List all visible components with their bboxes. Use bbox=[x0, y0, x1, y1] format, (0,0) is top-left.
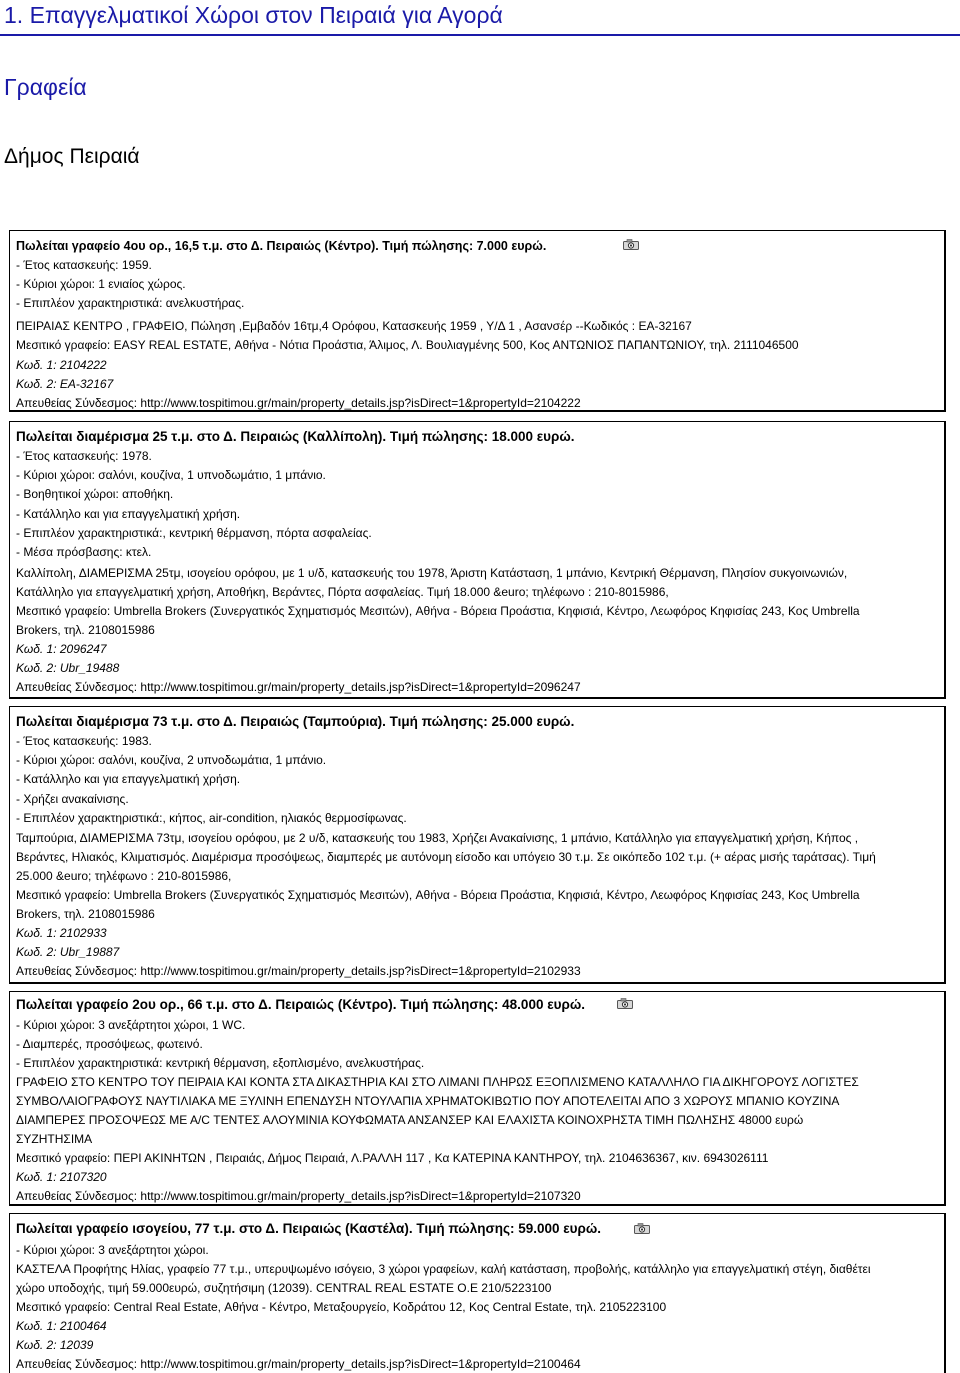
section-subheading: Γραφεία bbox=[4, 74, 87, 100]
listing-line: - Επιπλέον χαρακτηριστικά: ανελκυστήρας. bbox=[16, 296, 245, 310]
listing-direct-link[interactable]: Απευθείας Σύνδεσμος: http://www.tospitimou.gr/main/property_details.jsp?isDirect=1&propertyId=2107320 bbox=[16, 1189, 581, 1203]
listing-code-2: Κωδ. 2: Ubr_19488 bbox=[16, 661, 120, 675]
listing-line: - Έτος κατασκευής: 1978. bbox=[16, 449, 152, 463]
listing-line: - Κύριοι χώροι: 3 ανεξάρτητοι χώροι. bbox=[16, 1243, 209, 1257]
listing-title[interactable]: Πωλείται διαμέρισμα 73 τ.μ. στο Δ. Πειραιώς (Ταμπούρια). Τιμή πώλησης: 25.000 ευρώ. bbox=[16, 714, 575, 729]
listing-line: ΚΑΣΤΕΛΑ Προφήτης Ηλίας, γραφείο 77 τ.μ., υπερυψωμένο ισόγειο, 3 χώροι γραφείων, καλή κατάσταση, προβολής, κατάλληλο για επαγγελματική στέγη, διαθέτει bbox=[16, 1262, 871, 1276]
listing-line: - Χρήζει ανακαίνισης. bbox=[16, 792, 129, 806]
listing-line: ΠΕΙΡΑΙΑΣ ΚΕΝΤΡΟ , ΓΡΑΦΕΙΟ, Πώληση ,Εμβαδόν 16τμ,4 Ορόφου, Κατασκευής 1959 , Υ/Δ 1 , Ασανσέρ --Κωδικός : ΕΑ-32167 bbox=[16, 319, 692, 333]
camera-icon[interactable] bbox=[623, 239, 639, 250]
listing-direct-link[interactable]: Απευθείας Σύνδεσμος: http://www.tospitimou.gr/main/property_details.jsp?isDirect=1&propertyId=2104222 bbox=[16, 396, 581, 410]
listing-code-2: Κωδ. 2: ΕΑ-32167 bbox=[16, 377, 114, 391]
listing-title[interactable]: Πωλείται γραφείο 2ου ορ., 66 τ.μ. στο Δ. Πειραιώς (Κέντρο). Τιμή πώλησης: 48.000 ευρώ. bbox=[16, 997, 585, 1012]
listing-line: Ταμπούρια, ΔΙΑΜΕΡΙΣΜΑ 73τμ, ισογείου ορόφου, με 2 υ/δ, κατασκευής του 1983, Χρήζει Ανακαίνισης, 1 μπάνιο, Κατάλληλο για επαγγελματική χρήση, Κήπος , bbox=[16, 831, 859, 845]
listing-line: Brokers, τηλ. 2108015986 bbox=[16, 623, 155, 637]
listing-entry bbox=[9, 991, 946, 1206]
listing-line: - Επιπλέον χαρακτηριστικά: κεντρική θέρμανση, εξοπλισμένο, ανελκυστήρας. bbox=[16, 1056, 425, 1070]
heading-rule bbox=[0, 34, 960, 36]
listing-code-1: Κωδ. 1: 2107320 bbox=[16, 1170, 107, 1184]
listing-line: Κατάλληλο για επαγγελματική χρήση, Αποθήκη, Βεράντες, Πόρτα ασφαλείας. Τιμή 18.000 &euro; τηλέφωνο : 210-8015986, bbox=[16, 585, 669, 599]
listing-title[interactable]: Πωλείται γραφείο ισογείου, 77 τ.μ. στο Δ. Πειραιώς (Καστέλα). Τιμή πώλησης: 59.000 ευρώ. bbox=[16, 1221, 602, 1236]
listing-line: - Βοηθητικοί χώροι: αποθήκη. bbox=[16, 487, 174, 501]
listing-line: Μεσιτικό γραφείο: Umbrella Brokers (Συνεργατικός Σχηματισμός Μεσιτών), Αθήνα - Βόρεια Προάστια, Κηφισιά, Κέντρο, Λεωφόρος Κηφισίας 243, Κος Umbrella bbox=[16, 888, 860, 902]
listing-title[interactable]: Πωλείται γραφείο 4ου ορ., 16,5 τ.μ. στο Δ. Πειραιώς (Κέντρο). Τιμή πώλησης: 7.000 ευρώ. bbox=[16, 239, 547, 253]
listing-entry bbox=[9, 1213, 946, 1373]
listing-line: ΓΡΑΦΕΙΟ ΣΤΟ ΚΕΝΤΡΟ ΤΟΥ ΠΕΙΡΑΙΑ ΚΑΙ ΚΟΝΤΑ ΣΤΑ ΔΙΚΑΣΤΗΡΙΑ ΚΑΙ ΣΤΟ ΛΙΜΑΝΙ ΠΛΗΡΩΣ ΕΞΟΠΛΙΣΜΕΝΟ ΚΑΤΑΛΛΗΛΟ ΓΙΑ ΔΙΚΗΓΟΡΟΥΣ ΛΟΓΙΣΤΕΣ bbox=[16, 1075, 859, 1089]
listing-code-1: Κωδ. 1: 2100464 bbox=[16, 1319, 107, 1333]
listing-line: 25.000 &euro; τηλέφωνο : 210-8015986, bbox=[16, 869, 232, 883]
listing-code-2: Κωδ. 2: 12039 bbox=[16, 1338, 94, 1352]
listing-title[interactable]: Πωλείται διαμέρισμα 25 τ.μ. στο Δ. Πειραιώς (Καλλίπολη). Τιμή πώλησης: 18.000 ευρώ. bbox=[16, 429, 575, 444]
listing-line: χώρο υποδοχής, τιμή 59.000ευρώ, συζητήσιμη (12039). CENTRAL REAL ESTATE O.E 210/5223100 bbox=[16, 1281, 552, 1295]
area-heading: Δήμος Πειραιά bbox=[4, 145, 140, 168]
listing-line: - Έτος κατασκευής: 1959. bbox=[16, 258, 152, 272]
listing-line: Μεσιτικό γραφείο: Central Real Estate, Αθήνα - Κέντρο, Μεταξουργείο, Κοδράτου 12, Κος Central Estate, τηλ. 2105223100 bbox=[16, 1300, 667, 1314]
listing-line: ΣΥΜΒΟΛΑΙΟΓΡΑΦΟΥΣ ΝΑΥΤΙΛΙΑΚΑ ΜΕ ΞΥΛΙΝΗ ΕΠΕΝΔΥΣΗ ΝΤΟΥΛΑΠΙΑ ΧΡΗΜΑΤΟΚΙΒΩΤΙΟ ΠΟΥ ΑΠΟΤΕΛΕΙΤΑΙ ΑΠΟ 3 ΧΩΡΟΥΣ ΜΠΑΝΙΟ ΚΟΥΖΙΝΑ bbox=[16, 1094, 840, 1108]
listing-line: - Μέσα πρόσβασης: κτελ. bbox=[16, 545, 152, 559]
listing-line: Μεσιτικό γραφείο: ΠΕΡΙ ΑΚΙΝΗΤΩΝ , Πειραιάς, Δήμος Πειραιά, Λ.ΡΑΛΛΗ 117 , Κα ΚΑΤΕΡΙΝΑ ΚΑΝΤΗΡΟΥ, τηλ. 2104636367, κιν. 6943026111 bbox=[16, 1151, 769, 1165]
listing-line: Καλλίπολη, ΔΙΑΜΕΡΙΣΜΑ 25τμ, ισογείου ορόφου, με 1 υ/δ, κατασκευής του 1978, Άριστη Κατάσταση, 1 μπάνιο, Κεντρική Θέρμανση, Πλησίον συκγοινωνιών, bbox=[16, 566, 848, 580]
listing-line: - Κύριοι χώροι: 3 ανεξάρτητοι χώροι, 1 WC. bbox=[16, 1018, 246, 1032]
listing-line: - Επιπλέον χαρακτηριστικά:, κεντρική θέρμανση, πόρτα ασφαλείας. bbox=[16, 526, 372, 540]
listing-code-1: Κωδ. 1: 2104222 bbox=[16, 358, 107, 372]
listing-line: - Κύριοι χώροι: σαλόνι, κουζίνα, 1 υπνοδωμάτιο, 1 μπάνιο. bbox=[16, 468, 326, 482]
listing-line: Μεσιτικό γραφείο: Umbrella Brokers (Συνεργατικός Σχηματισμός Μεσιτών), Αθήνα - Βόρεια Προάστια, Κηφισιά, Κέντρο, Λεωφόρος Κηφισίας 243, Κος Umbrella bbox=[16, 604, 860, 618]
listing-line: - Έτος κατασκευής: 1983. bbox=[16, 734, 152, 748]
listing-code-2: Κωδ. 2: Ubr_19887 bbox=[16, 945, 120, 959]
listing-direct-link[interactable]: Απευθείας Σύνδεσμος: http://www.tospitimou.gr/main/property_details.jsp?isDirect=1&propertyId=2096247 bbox=[16, 680, 581, 694]
listing-entry bbox=[9, 230, 946, 412]
listing-code-1: Κωδ. 1: 2096247 bbox=[16, 642, 107, 656]
listing-direct-link[interactable]: Απευθείας Σύνδεσμος: http://www.tospitimou.gr/main/property_details.jsp?isDirect=1&propertyId=2102933 bbox=[16, 964, 581, 978]
listing-direct-link[interactable]: Απευθείας Σύνδεσμος: http://www.tospitimou.gr/main/property_details.jsp?isDirect=1&propertyId=2100464 bbox=[16, 1357, 581, 1371]
page-heading: 1. Επαγγελματικοί Χώροι στον Πειραιά για Αγορά bbox=[4, 2, 503, 28]
camera-icon[interactable] bbox=[617, 998, 633, 1009]
listing-line: Μεσιτικό γραφείο: EASY REAL ESTATE, Αθήνα - Νότια Προάστια, Άλιμος, Λ. Βουλιαγμένης 500, Κος ΑΝΤΩΝΙΟΣ ΠΑΠΑΝΤΩΝΙΟΥ, τηλ. 2111046500 bbox=[16, 338, 799, 352]
listing-line: - Κύριοι χώροι: σαλόνι, κουζίνα, 2 υπνοδωμάτια, 1 μπάνιο. bbox=[16, 753, 327, 767]
listing-line: - Διαμπερές, προσόψεως, φωτεινό. bbox=[16, 1037, 203, 1051]
listing-line: Βεράντες, Ηλιακός, Κλιματισμός. Διαμέρισμα προσόψεως, διαμπερές με αυτόνομη είσοδο και υπόγειο 30 τ.μ. Σε οικόπεδο 102 τ.μ. (+ αέρας μισής ταράτσας). Τιμή bbox=[16, 850, 876, 864]
listing-code-1: Κωδ. 1: 2102933 bbox=[16, 926, 107, 940]
listing-line: - Κύριοι χώροι: 1 ενιαίος χώρος. bbox=[16, 277, 186, 291]
listing-line: ΣΥΖΗΤΗΣΙΜΑ bbox=[16, 1132, 93, 1146]
camera-icon[interactable] bbox=[634, 1223, 650, 1234]
listing-line: - Επιπλέον χαρακτηριστικά:, κήπος, air-condition, ηλιακός θερμοσίφωνας. bbox=[16, 811, 407, 825]
listing-line: Brokers, τηλ. 2108015986 bbox=[16, 907, 155, 921]
listing-line: - Κατάλληλο και για επαγγελματική χρήση. bbox=[16, 772, 241, 786]
listing-line: - Κατάλληλο και για επαγγελματική χρήση. bbox=[16, 507, 241, 521]
listing-entry bbox=[9, 706, 946, 984]
listing-line: ΔΙΑΜΠΕΡΕΣ ΠΡΟΣΟΨΕΩΣ ΜΕ Α/C ΤΕΝΤΕΣ ΑΛΟΥΜΙΝΙΑ ΚΟΥΦΩΜΑΤΑ ΑΝΣΑΝΣΕΡ ΚΑΙ ΕΛΑΧΙΣΤΑ ΚΟΙΝΟΧΡΗΣΤΑ ΤΙΜΗ ΠΩΛΗΣΗΣ 48000 ευρώ bbox=[16, 1113, 804, 1127]
listing-entry bbox=[9, 421, 946, 699]
